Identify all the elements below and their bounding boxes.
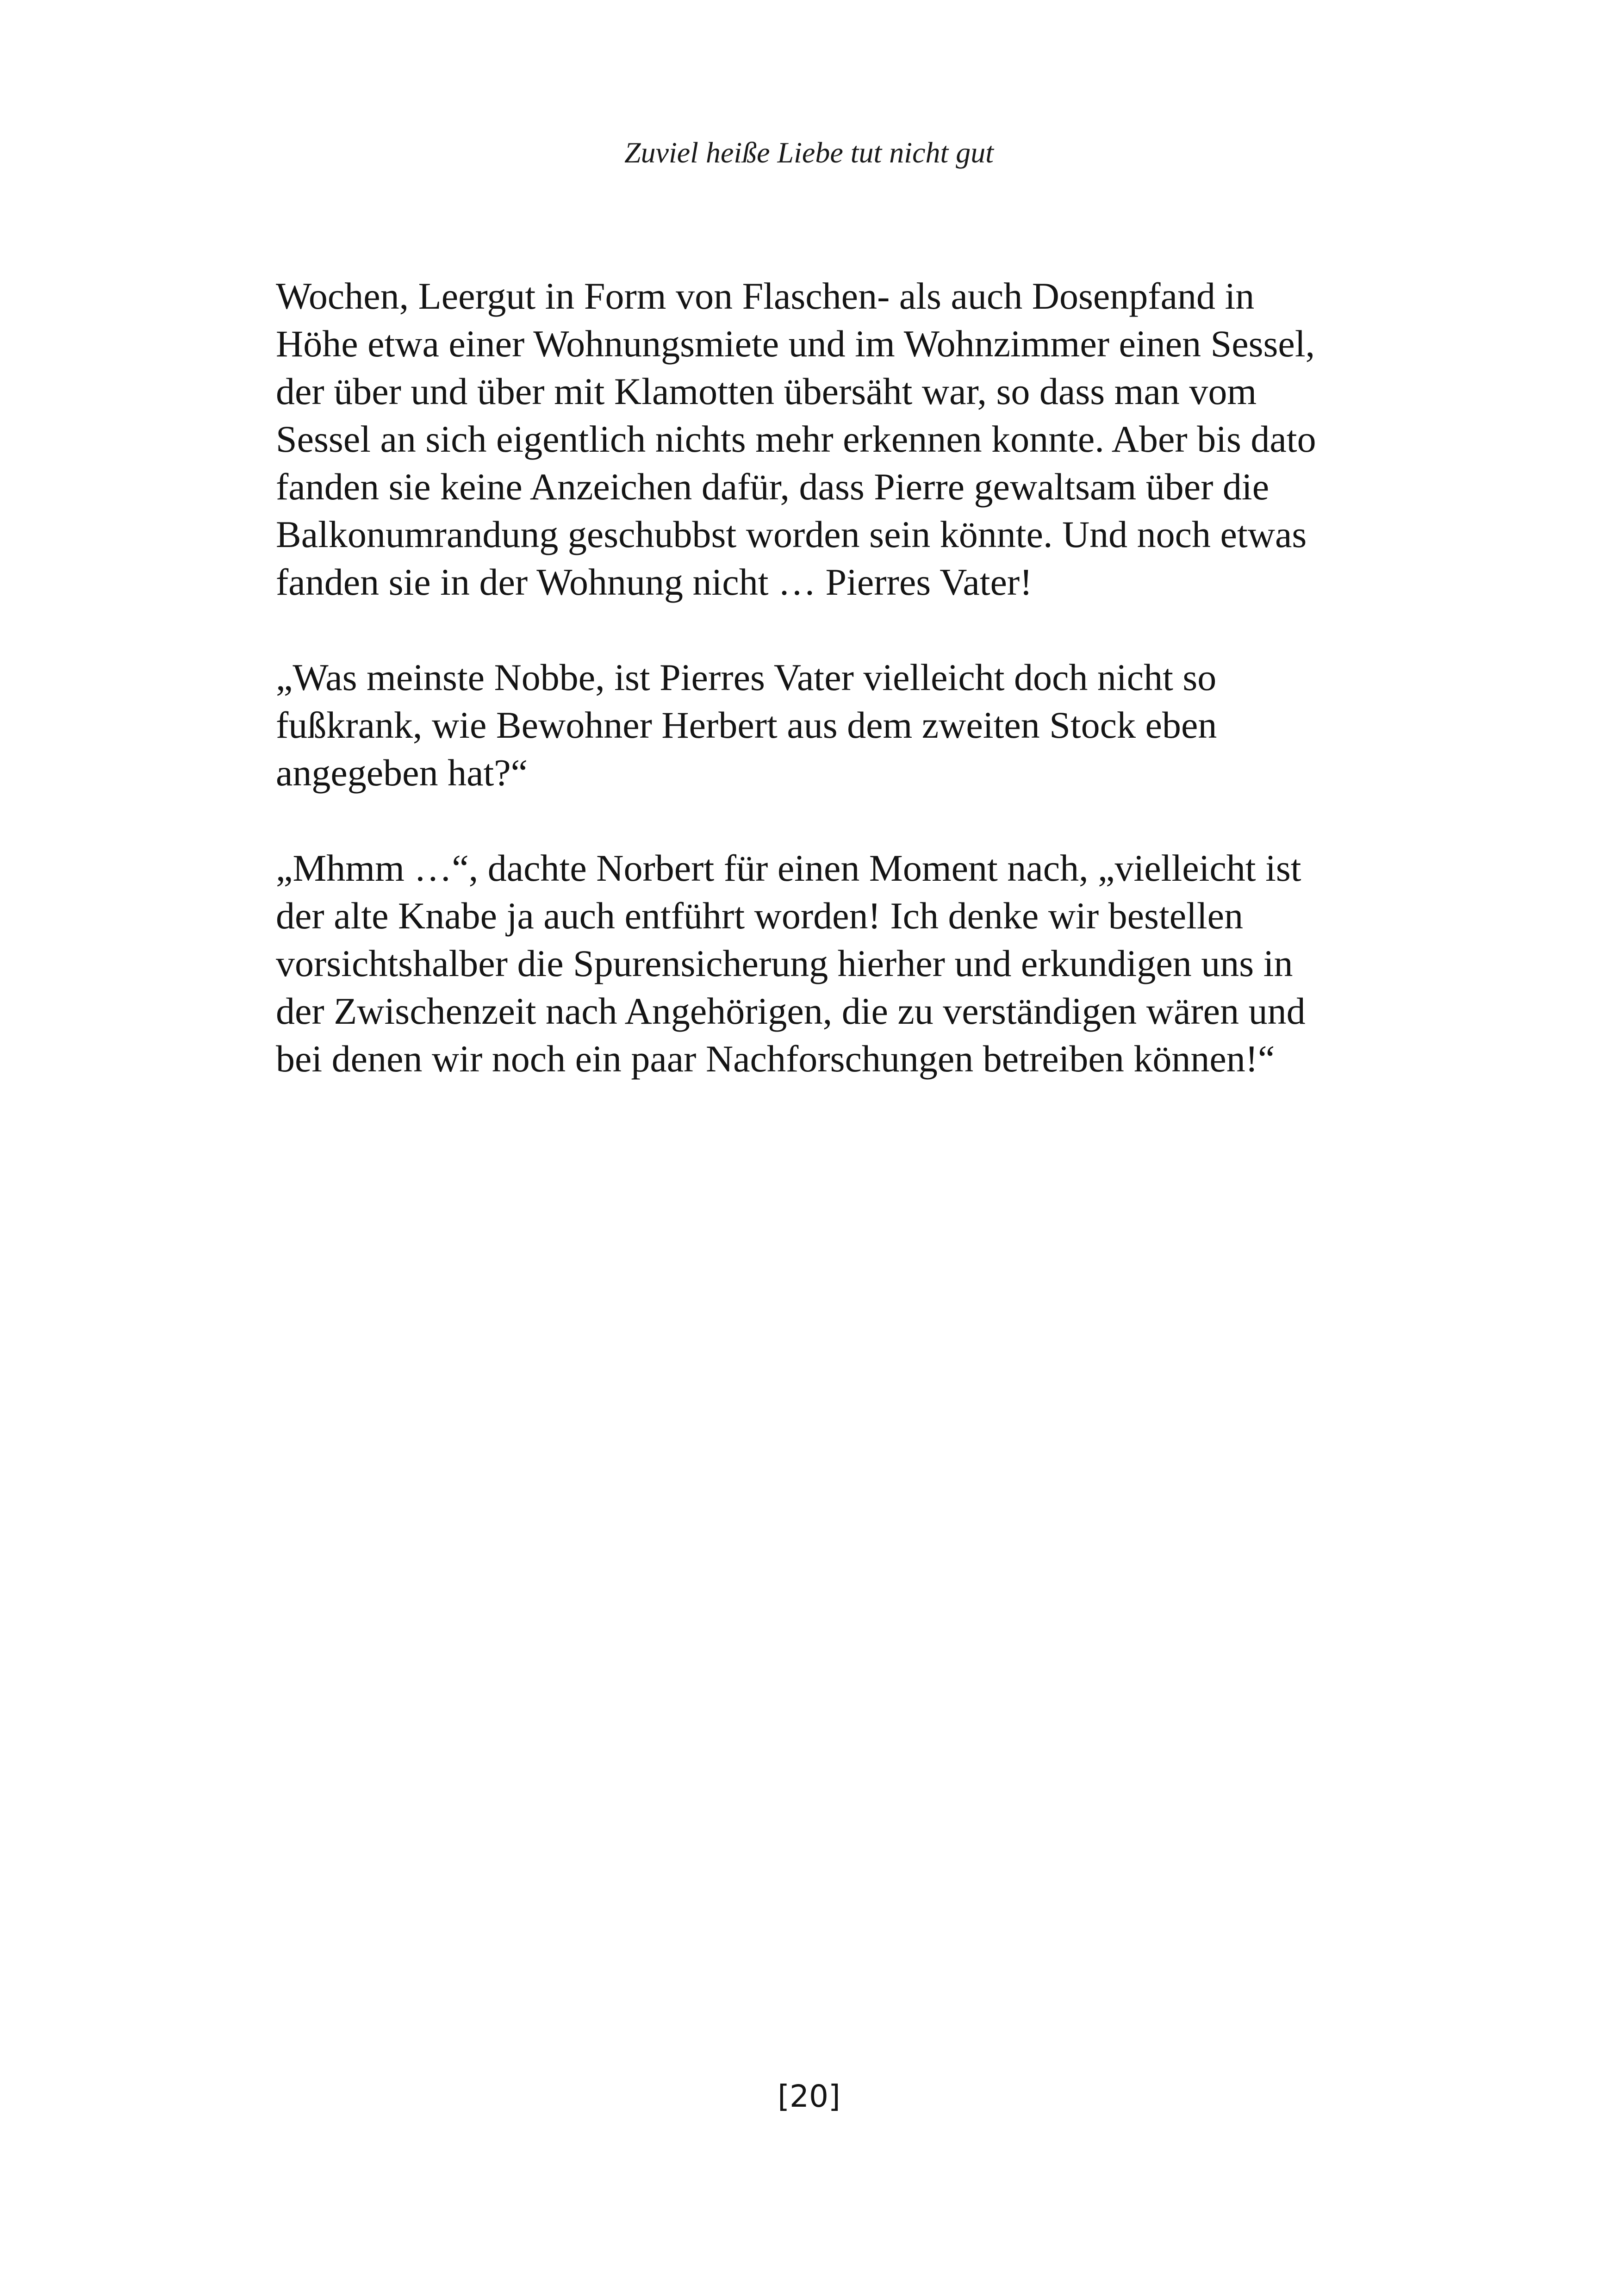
paragraph-2 (276, 653, 1373, 796)
body-text (276, 272, 1373, 1130)
text-line: „Was meinste Nobbe, ist Pierres Vater vielleicht doch nicht so (276, 656, 1217, 698)
text-line: der Zwischenzeit nach Angehörigen, die zu verständigen wären und (276, 990, 1306, 1032)
text-line: fanden sie keine Anzeichen dafür, dass Pierre gewaltsam über die (276, 466, 1270, 508)
running-header-title: Zuviel heiße Liebe tut nicht gut (624, 136, 994, 169)
text-line: der über und über mit Klamotten übersäht war, so dass man vom (276, 370, 1257, 412)
text-line: bei denen wir noch ein paar Nachforschungen betreiben können!“ (276, 1038, 1275, 1080)
text-line: angegeben hat?“ (276, 752, 528, 794)
text-line: Sessel an sich eigentlich nichts mehr erkennen konnte. Aber bis dato (276, 418, 1316, 460)
text-line: vorsichtshalber die Spurensicherung hierher und erkundigen uns in (276, 942, 1293, 984)
paragraph-3 (276, 844, 1373, 1083)
text-line: Höhe etwa einer Wohnungsmiete und im Wohnzimmer einen Sessel, (276, 323, 1315, 365)
text-line: der alte Knabe ja auch entführt worden! Ich denke wir bestellen (276, 895, 1244, 937)
text-line: „Mhmm …“, dachte Norbert für einen Moment nach, „vielleicht ist (276, 847, 1301, 889)
text-line: fußkrank, wie Bewohner Herbert aus dem zweiten Stock eben (276, 704, 1217, 746)
paragraph-1 (276, 272, 1373, 606)
text-line: Wochen, Leergut in Form von Flaschen- als auch Dosenpfand in (276, 275, 1255, 317)
text-line: fanden sie in der Wohnung nicht … Pierres Vater! (276, 561, 1033, 603)
text-line: Balkonumrandung geschubbst worden sein könnte. Und noch etwas (276, 513, 1307, 555)
page-number: [20] (778, 2078, 840, 2114)
